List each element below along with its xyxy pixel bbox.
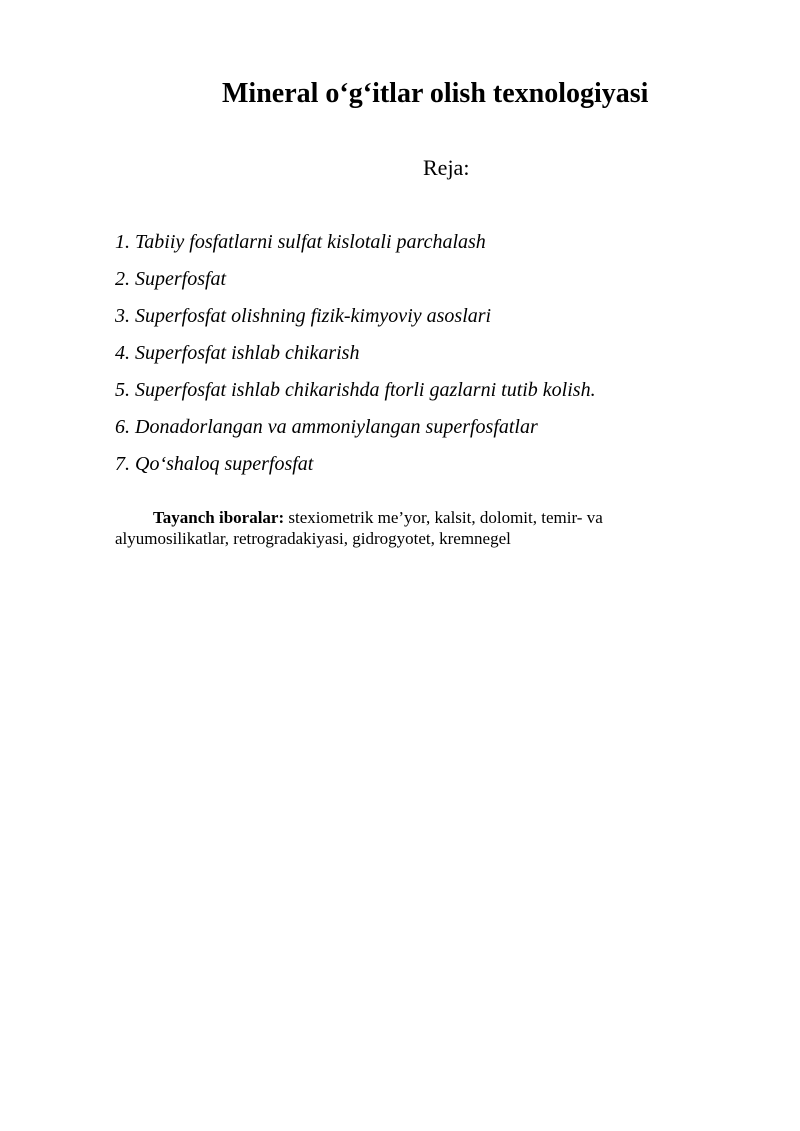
plan-item: 2. Superfosfat	[115, 268, 227, 290]
plan-item: 4. Superfosfat ishlab chikarish	[115, 342, 360, 364]
plan-item: 3. Superfosfat olishning fizik-kimyoviy asoslari	[115, 305, 492, 327]
plan-item: 5. Superfosfat ishlab chikarishda ftorli gazlarni tutib kolish.	[115, 379, 596, 401]
plan-heading: Reja:	[423, 155, 470, 180]
document-title: Mineral o‘g‘itlar olish texnologiyasi	[222, 78, 649, 109]
plan-list	[115, 224, 596, 483]
plan-item: 6. Donadorlangan va ammoniylangan superfosfatlar	[115, 416, 538, 438]
plan-item: 1. Tabiiy fosfatlarni sulfat kislotali parchalash	[115, 231, 486, 253]
keywords-label: Tayanch iboralar:	[153, 508, 285, 527]
plan-item: 7. Qo‘shaloq superfosfat	[115, 453, 314, 475]
keywords-paragraph	[115, 507, 675, 549]
keywords-text: stexiometrik me’yor, kalsit, dolomit, temir- va alyumosilikatlar, retrogradakiyasi, gidrogyotet, kremnegel	[115, 508, 603, 548]
